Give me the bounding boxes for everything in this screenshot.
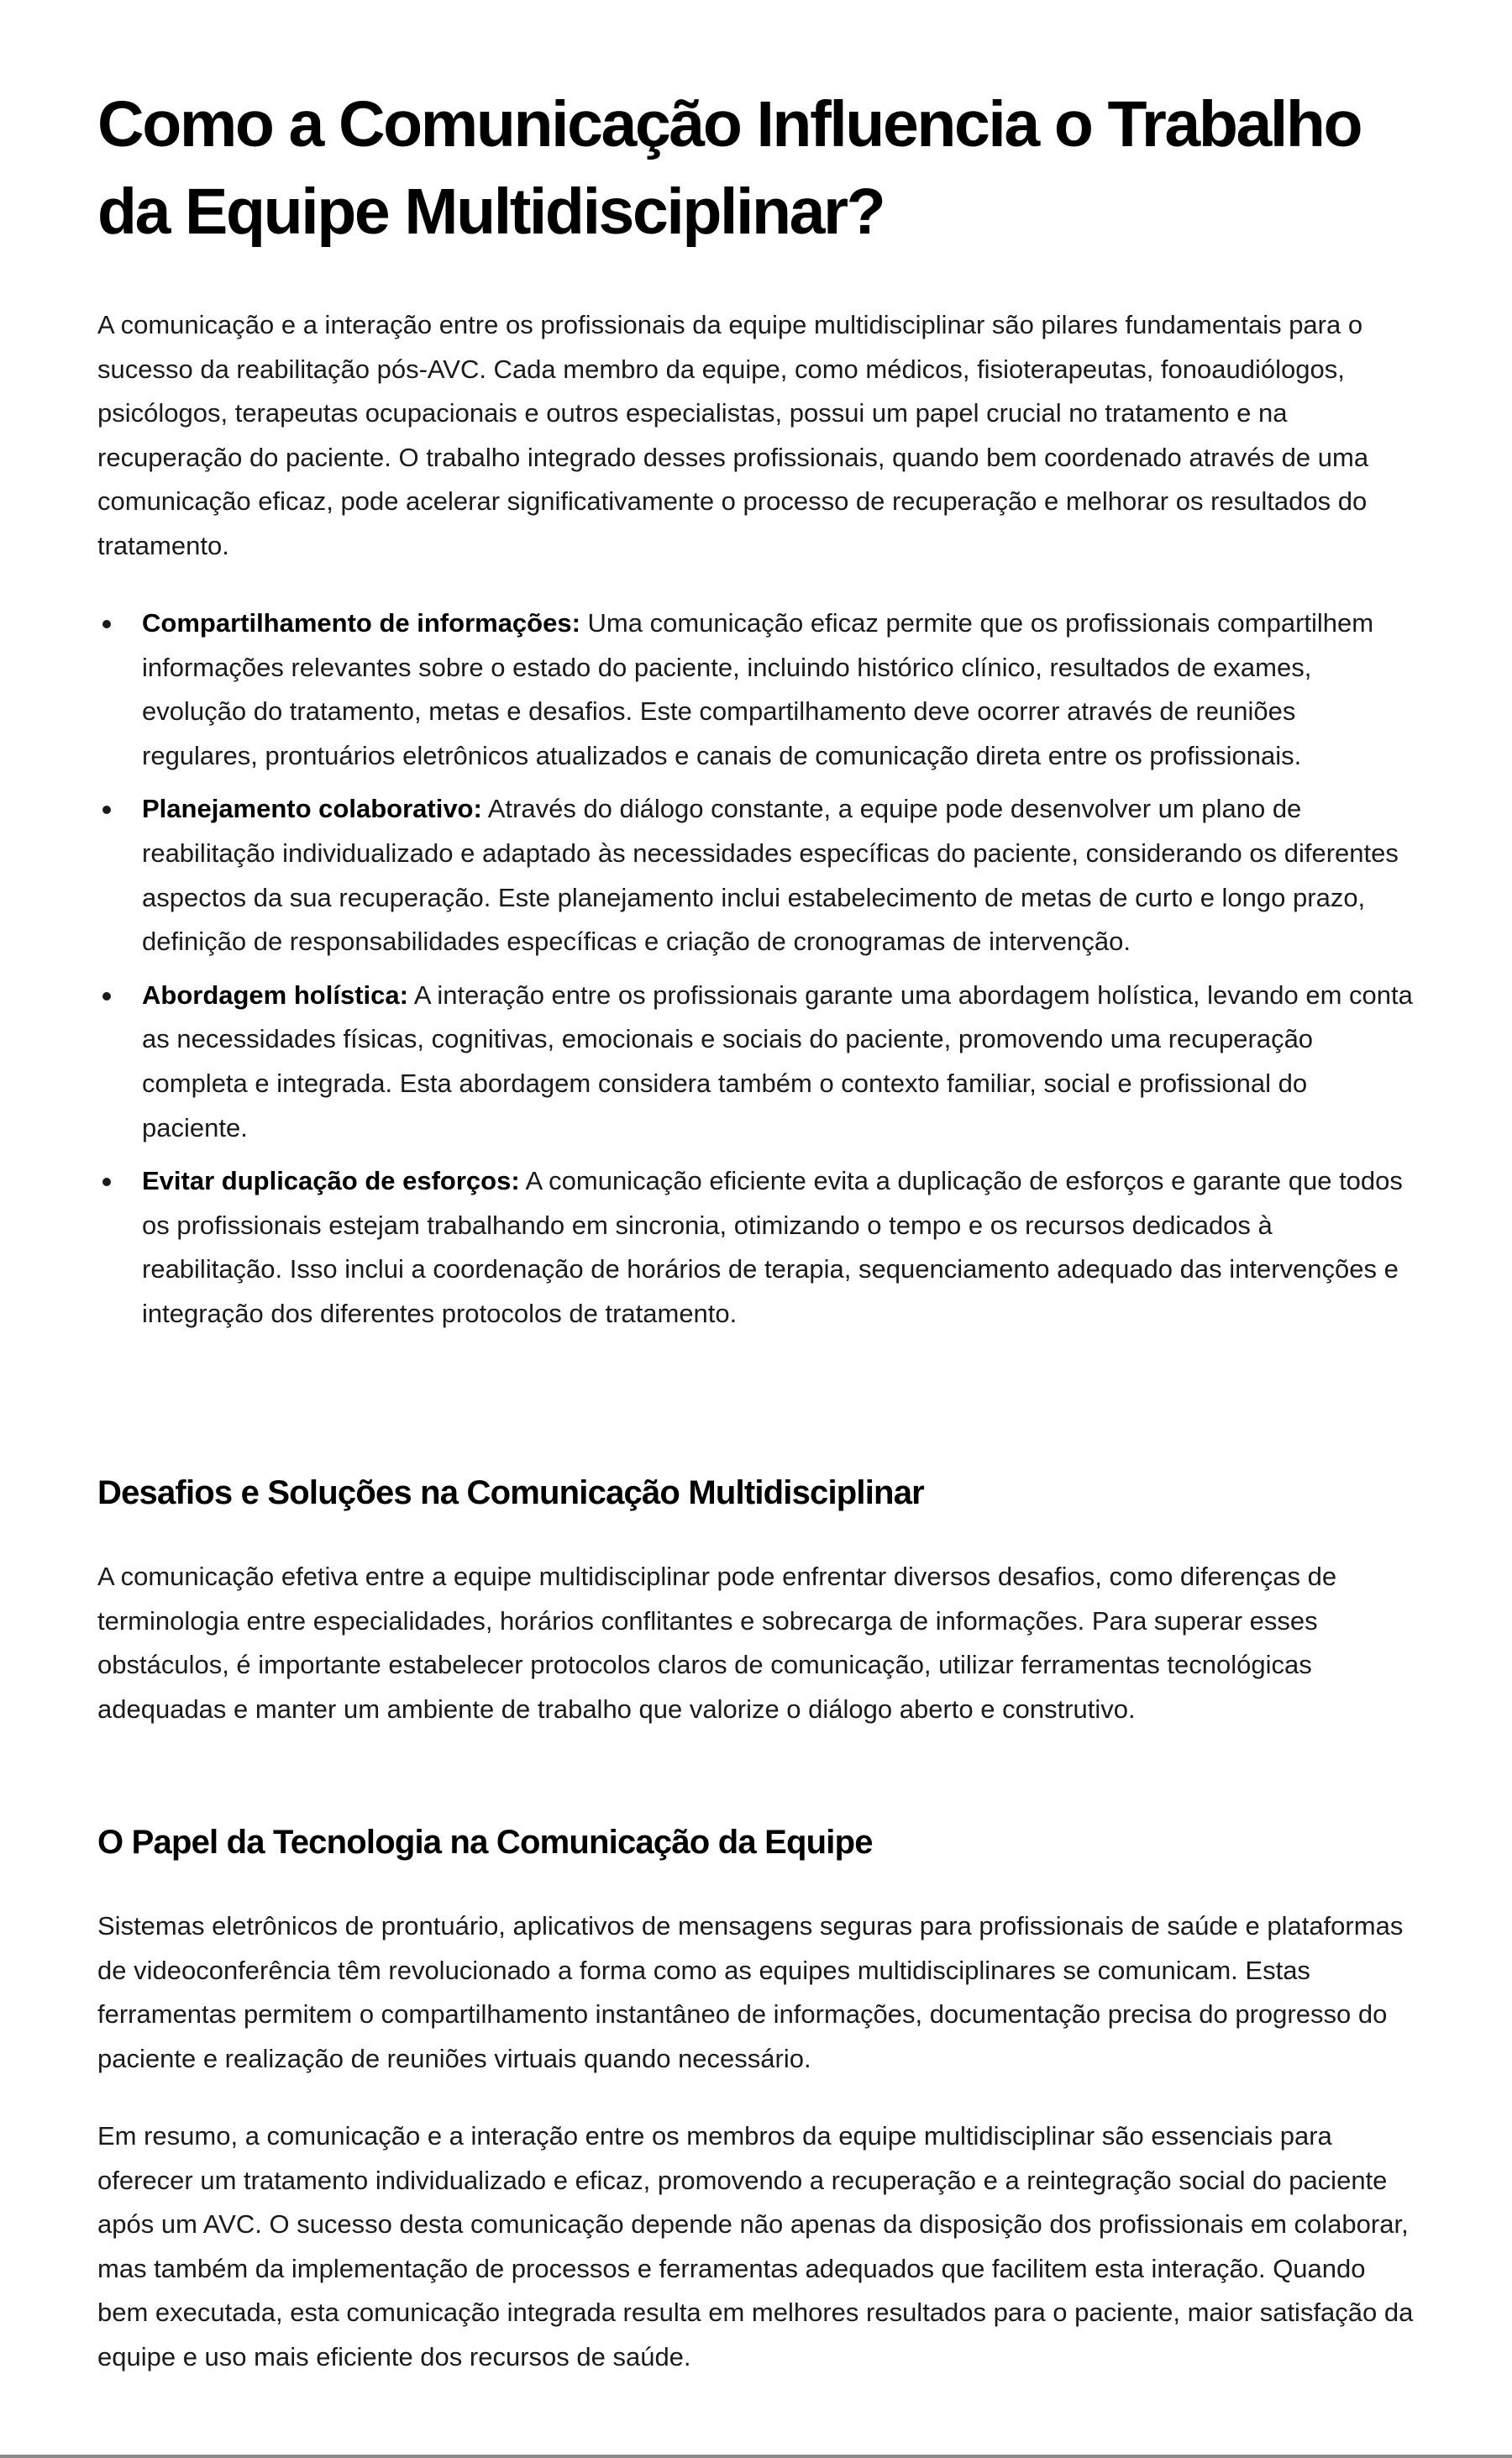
section-heading-technology: O Papel da Tecnologia na Comunicação da Equipe: [97, 1824, 873, 1861]
bullet-dot-icon: [102, 1178, 111, 1186]
list-item: [97, 787, 1416, 964]
bullet-dot-icon: [102, 992, 111, 1001]
bullet-label: Compartilhamento de informações:: [142, 608, 580, 638]
intro-paragraph: A comunicação e a interação entre os profissionais da equipe multidisciplinar são pilares fundamentais para o sucesso da reabilitação pós-AVC. Cada membro da equipe, como médicos, fisioterapeutas, fonoaudiólogos, psicólogos, terapeutas ocupacionais e outros especialistas, possui um papel crucial no tratamento e na recuperação do paciente. O trabalho integrado desses profissionais, quando bem coordenado através de uma comunicação eficaz, pode acelerar significativamente o processo de recuperação e melhorar os resultados do tratamento.: [97, 310, 1369, 560]
bullet-label: Abordagem holística:: [142, 980, 408, 1010]
technology-paragraph: Sistemas eletrônicos de prontuário, aplicativos de mensagens seguras para profissionais de saúde e plataformas de videoconferência têm revolucionado a forma como as equipes multidisciplinares se comunicam. Estas ferramentas permitem o compartilhamento instantâneo de informações, documentação precisa do progresso do paciente e realização de reuniões virtuais quando necessário.: [97, 1911, 1404, 2073]
conclusion-paragraph: Em resumo, a comunicação e a interação entre os membros da equipe multidisciplinar são essenciais para oferecer um tratamento individualizado e eficaz, promovendo a recuperação e a reintegração social do paciente após um AVC. O sucesso desta comunicação depende não apenas da disposição dos profissionais em colaborar, mas também da implementação de processos e ferramentas adequados que facilitem esta interação. Quando bem executada, esta comunicação integrada resulta em melhores resultados para o paciente, maior satisfação da equipe e uso mais eficiente dos recursos de saúde.: [97, 2121, 1414, 2371]
bullet-label: Evitar duplicação de esforços:: [142, 1166, 520, 1196]
bullet-dot-icon: [102, 806, 111, 814]
bullet-list: [97, 601, 1416, 1346]
bullet-text: A interação entre os profissionais garante uma abordagem holística, levando em conta as necessidades físicas, cognitivas, emocionais e sociais do paciente, promovendo uma recuperação completa e integrada. Esta abordagem considera também o contexto familiar, social e profissional do paciente.: [142, 980, 1413, 1142]
bullet-text: A comunicação eficiente evita a duplicação de esforços e garante que todos os profissionais estejam trabalhando em sincronia, otimizando o tempo e os recursos dedicados à reabilitação. Isso inclui a coordenação de horários de terapia, sequenciamento adequado das intervenções e integração dos diferentes protocolos de tratamento.: [142, 1166, 1403, 1328]
list-item: [97, 974, 1416, 1150]
bullet-text: Através do diálogo constante, a equipe pode desenvolver um plano de reabilitação individualizado e adaptado às necessidades específicas do paciente, considerando os diferentes aspectos da sua recuperação. Este planejamento inclui estabelecimento de metas de curto e longo prazo, definição de responsabilidades específicas e criação de cronogramas de intervenção.: [142, 794, 1399, 957]
bottom-divider: [0, 2455, 1512, 2458]
list-item: [97, 601, 1416, 778]
bullet-text: Uma comunicação eficaz permite que os profissionais compartilhem informações relevantes sobre o estado do paciente, incluindo histórico clínico, resultados de exames, evolução do tratamento, metas e desafios. Este compartilhamento deve ocorrer através de reuniões regulares, prontuários eletrônicos atualizados e canais de comunicação direta entre os profissionais.: [142, 608, 1374, 770]
section-heading-challenges: Desafios e Soluções na Comunicação Multidisciplinar: [97, 1474, 924, 1511]
challenges-paragraph: A comunicação efetiva entre a equipe multidisciplinar pode enfrentar diversos desafios, como diferenças de terminologia entre especialidades, horários conflitantes e sobrecarga de informações. Para superar esses obstáculos, é importante estabelecer protocolos claros de comunicação, utilizar ferramentas tecnológicas adequadas e manter um ambiente de trabalho que valorize o diálogo aberto e construtivo.: [97, 1562, 1337, 1724]
page-title: Como a Comunicação Influencia o Trabalho da Equipe Multidisciplinar?: [97, 88, 1362, 248]
bullet-label: Planejamento colaborativo:: [142, 794, 482, 824]
bullet-dot-icon: [102, 620, 111, 628]
list-item: [97, 1159, 1416, 1336]
